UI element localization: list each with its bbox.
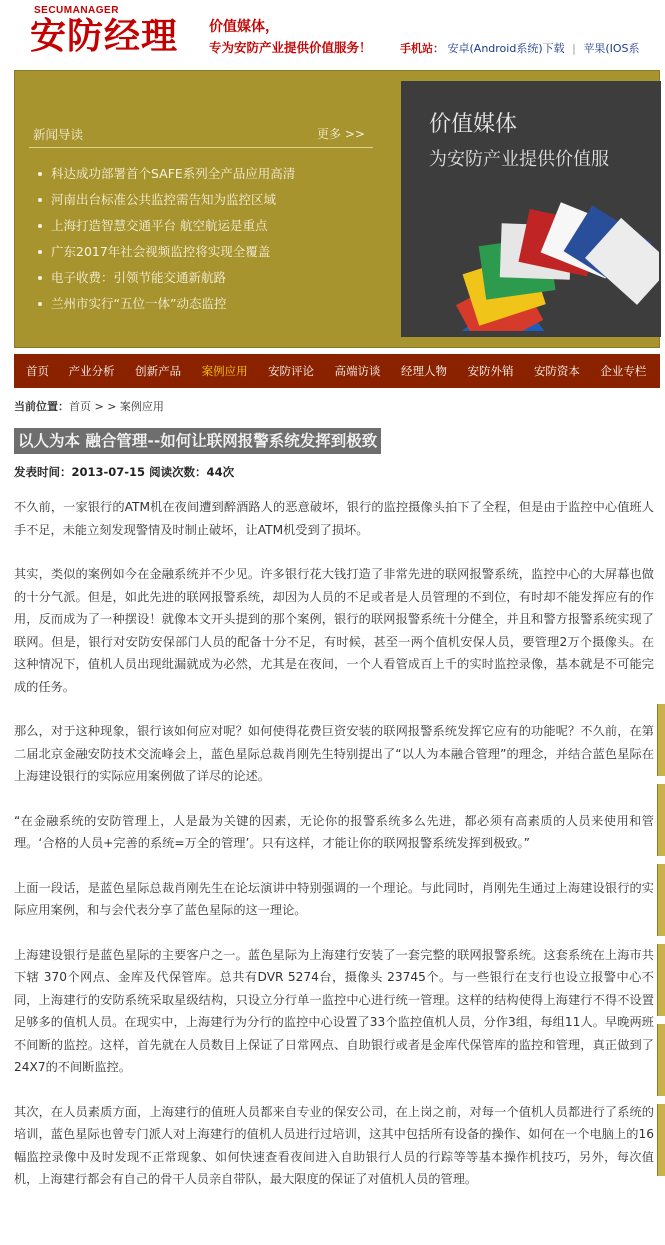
nav-case-applications[interactable]: 案例应用 [201, 364, 248, 378]
news-item[interactable] [35, 161, 295, 187]
floating-side-tab[interactable] [657, 1104, 665, 1176]
news-guide-box [29, 113, 375, 333]
news-list [35, 161, 295, 317]
news-more-link[interactable]: 更多 >> [317, 127, 365, 141]
article-paragraph: “在金融系统的安防管理上，人是最为关键的因素，无论你的报警系统多么先进，都必须有高素质的人员来使用和管理。‘合格的人员+完善的系统=万全的管理’。只有这样，才能让你的联网报警系统发挥到极致。” [14, 813, 654, 850]
nav-security-review[interactable]: 安防评论 [268, 364, 315, 378]
breadcrumb [14, 398, 164, 414]
news-divider [29, 147, 373, 148]
logo-english[interactable]: SECUMANAGER [34, 5, 119, 16]
bullet-icon [38, 250, 42, 254]
article-body [14, 496, 654, 1213]
site-header [0, 0, 665, 66]
article-paragraph: 上面一段话，是蓝色星际总裁肖刚先生在论坛演讲中特别强调的一个理论。与此同时，肖刚先生通过上海建设银行的实际应用案例，和与会代表分享了蓝色星际的这一理论。 [14, 880, 654, 917]
news-item[interactable] [35, 239, 295, 265]
news-item-text[interactable]: 兰州市实行“五位一体”动态监控 [51, 296, 227, 311]
news-item-text[interactable]: 上海打造智慧交通平台 航空航运是重点 [51, 218, 268, 233]
android-download-link[interactable]: 安卓(Android系统)下载 [447, 42, 565, 55]
slogan-line1: 价值媒体， [209, 19, 279, 35]
article-paragraph: 那么，对于这种现象，银行该如何应对呢？如何使得花费巨资安装的联网报警系统发挥它应有的功能呢？不久前，在第二届北京金融安防技术交流峰会上，蓝色星际总裁肖刚先生特别提出了“以人为本融合管理”的理念，并结合蓝色星际在上海建设银行的实际应用案例做了详尽的论述。 [14, 724, 654, 783]
magazine-stack-image [449, 181, 659, 331]
article-meta: 发表时间：2013-07-15 阅读次数：44次 [14, 465, 235, 479]
site-logo[interactable]: 安防经理 [30, 16, 179, 57]
floating-side-tab[interactable] [657, 1024, 665, 1096]
news-item[interactable] [35, 187, 295, 213]
nav-security-capital[interactable]: 安防资本 [533, 364, 580, 378]
news-item-text[interactable]: 河南出台标准公共监控需告知为监控区域 [51, 192, 277, 207]
article-paragraph: 其实，类似的案例如今在金融系统并不少见。许多银行花大钱打造了非常先进的联网报警系统，监控中心的大屏幕也做的十分气派。但是，如此先进的联网报警系统，却因为人员的不足或者是人员管理的不到位，有时却不能发挥应有的作用，反而成为了一种摆设！就像本文开头提到的那个案例，银行的联网报警系统十分健全，并且和警方报警系统实现了联网。但是，银行对安防安保部门人员的配备十分不足，有时候，甚至一两个值机安保人员，要管理2万个摄像头。在这种情况下，值机人员出现纰漏就成为必然，尤其是在夜间，一个人看管成百上千的实时监控录像，基本就是不可能完成的任务。 [14, 567, 654, 694]
breadcrumb-path[interactable]: 首页 > > 案例应用 [69, 400, 164, 413]
article-paragraph: 上海建设银行是蓝色星际的主要客户之一。蓝色星际为上海建行安装了一套完整的联网报警系统。这套系统在上海市共下辖 370个网点、金库及代保管库。总共有DVR 5274台，摄像头 23745个。与一些银行在支行也设立报警中心不同，上海建行的安防系统采取星级结构，只设立分行单一监控中心进行统一管理。这样的结构使得上海建行不得不设置足够多的值机人员。在现实中，上海建行为分行的监控中心设置了33个监控值机人员，分作3组，每组11人。早晚两班不间断的监控。这样，首先就在人员数目上保证了日常网点、自助银行或者是金库代保管库的监控和管理，真正做到了24X7的不间断监控。 [14, 947, 654, 1074]
bullet-icon [38, 224, 42, 228]
news-item[interactable] [35, 265, 295, 291]
nav-industry-analysis[interactable]: 产业分析 [68, 364, 115, 378]
news-item-text[interactable]: 广东2017年社会视频监控将实现全覆盖 [51, 244, 271, 259]
nav-executive-interviews[interactable]: 高端访谈 [334, 364, 381, 378]
floating-side-tab[interactable] [657, 704, 665, 776]
article-paragraph: 其次，在人员素质方面，上海建行的值班人员都来自专业的保安公司，在上岗之前，对每一个值机人员都进行了系统的培训，蓝色星际也曾专门派人对上海建行的值机人员进行过培训，这其中包括所有设备的操作、如何在一个电脑上的16幅监控录像中及时发现不正常现象、如何快速查看夜间进入自助银行人员的行踪等等基本操作机技巧，另外，每次值机，上海建行都会有自己的骨干人员亲自带队，最大限度的保证了对值机人员的管理。 [14, 1104, 654, 1186]
news-guide-title: 新闻导读 [33, 127, 84, 142]
breadcrumb-label: 当前位置： [14, 400, 69, 413]
bullet-icon [38, 198, 42, 202]
nav-manager-profiles[interactable]: 经理人物 [401, 364, 447, 378]
bullet-icon [38, 276, 42, 280]
nav-home[interactable]: 首页 [26, 364, 49, 378]
nav-security-exports[interactable]: 安防外销 [467, 364, 514, 378]
ios-download-link[interactable]: 苹果(IOS系 [583, 42, 640, 55]
floating-side-tab[interactable] [657, 944, 665, 1016]
bullet-icon [38, 302, 42, 306]
main-nav [14, 354, 660, 388]
article-title: 以人为本 融合管理--如何让联网报警系统发挥到极致 [14, 428, 381, 454]
mobile-separator: | [572, 42, 576, 55]
floating-side-tab[interactable] [657, 784, 665, 856]
mobile-site-label: 手机站： [400, 42, 444, 55]
article-paragraph: 不久前，一家银行的ATM机在夜间遭到醉酒路人的恶意破坏，银行的监控摄像头拍下了全程，但是由于监控中心值班人手不足，未能立刻发现警情及时制止破坏，让ATM机受到了损坏。 [14, 500, 654, 537]
top-banner [14, 70, 660, 348]
magazine-promo[interactable] [401, 81, 661, 337]
news-item[interactable] [35, 213, 295, 239]
mobile-site-bar [400, 40, 640, 56]
news-item[interactable] [35, 291, 295, 317]
bullet-icon [38, 172, 42, 176]
news-item-text[interactable]: 科达成功部署首个SAFE系列全产品应用高清 [51, 166, 296, 181]
slogan-line2: 专为安防产业提供价值服务！ [209, 40, 372, 55]
news-item-text[interactable]: 电子收费：引领节能交通新航路 [51, 270, 227, 285]
promo-line2: 为安防产业提供价值服 [429, 149, 609, 170]
floating-side-tab[interactable] [657, 864, 665, 936]
nav-company-columns[interactable]: 企业专栏 [600, 364, 647, 378]
promo-line1: 价值媒体 [429, 112, 518, 137]
nav-innovative-products[interactable]: 创新产品 [135, 364, 182, 378]
